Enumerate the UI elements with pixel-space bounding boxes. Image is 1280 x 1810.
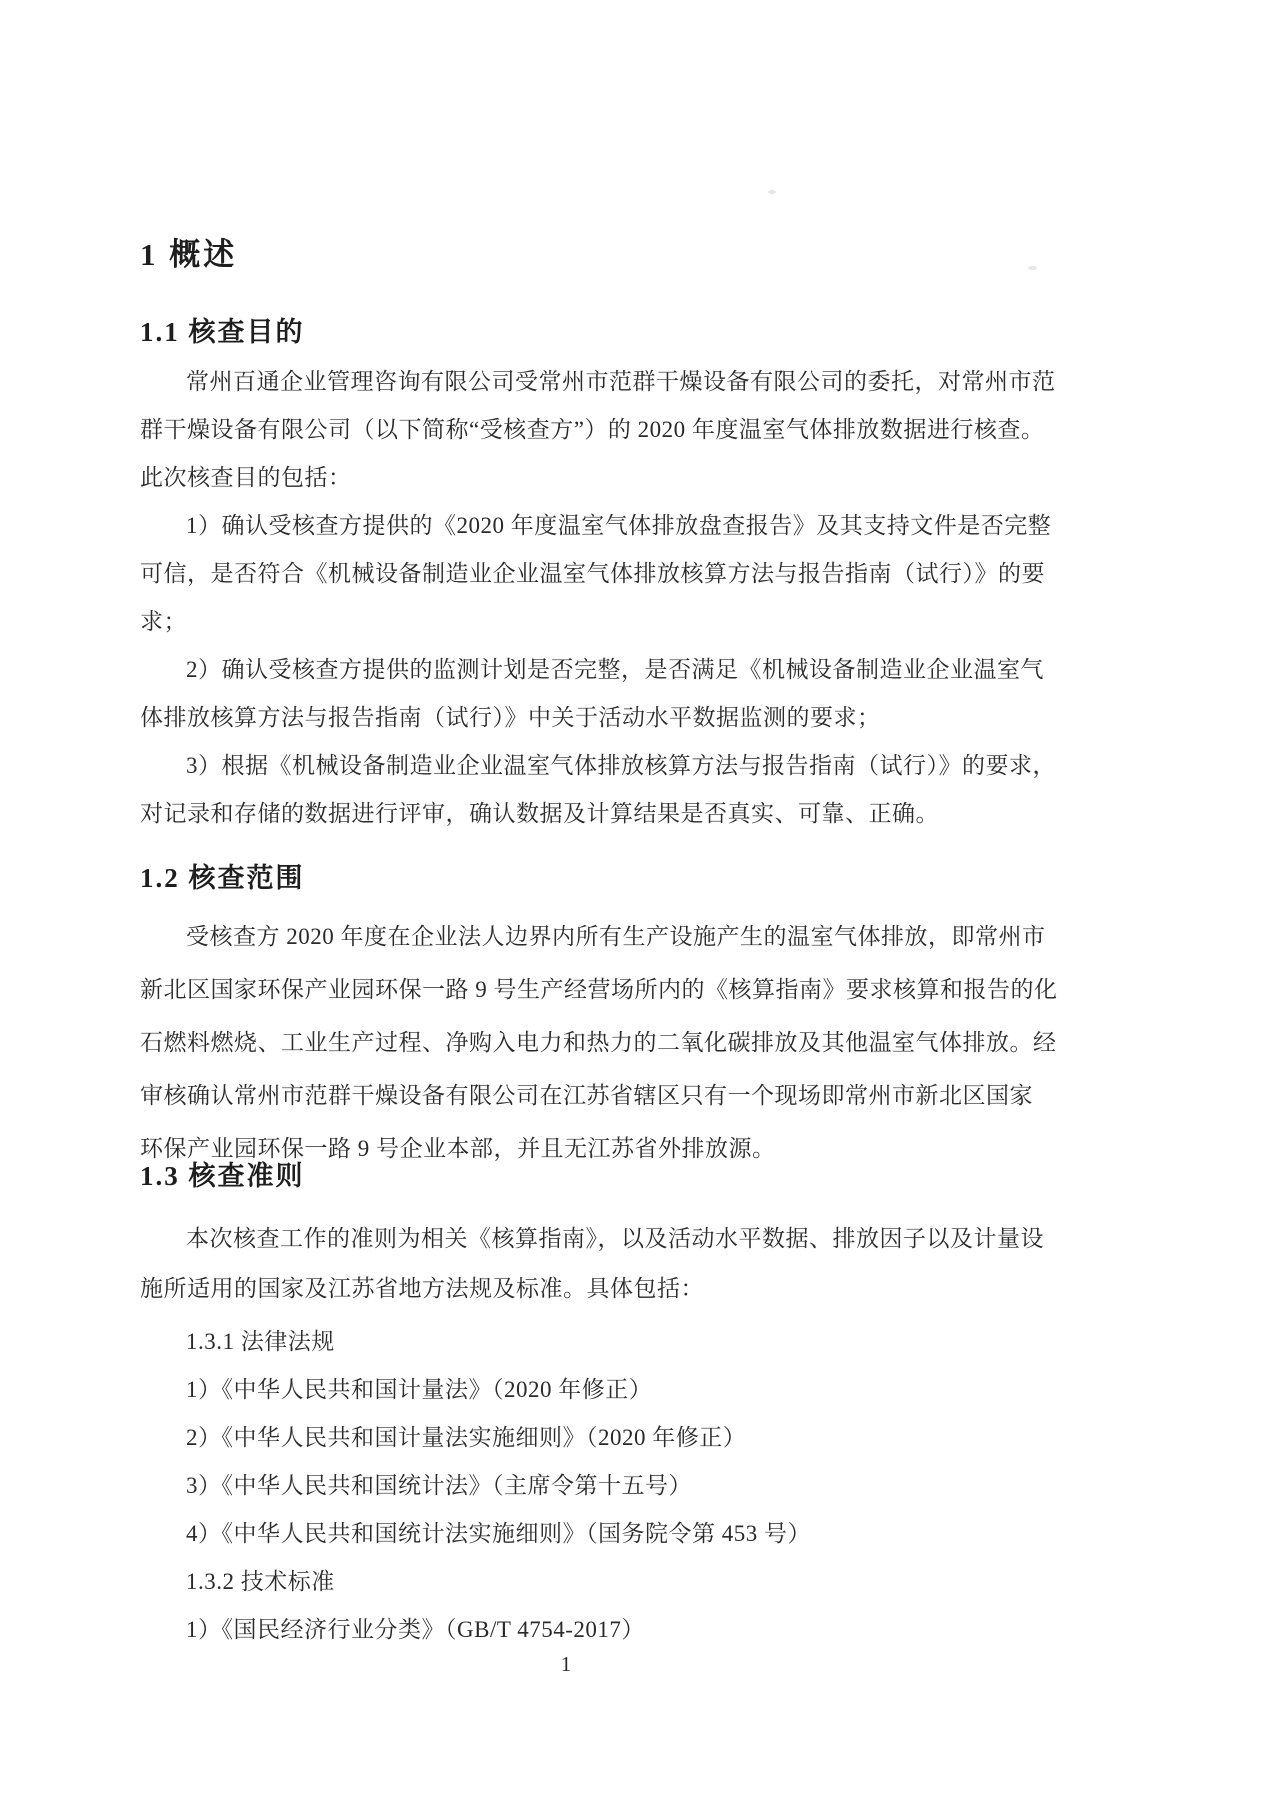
section-1-3-heading: 1.3 核查准则 — [140, 1161, 305, 1191]
legal-regulations-subheading: 1.3.1 法律法规 — [186, 1329, 335, 1354]
technical-standards-subheading: 1.3.2 技术标准 — [186, 1569, 335, 1594]
list-item: 1）《中华人民共和国计量法》（2020 年修正） — [186, 1377, 653, 1402]
verification-purpose-item-2 — [140, 646, 1044, 742]
paragraph-line: 环保产业园环保一路 9 号企业本部，并且无江苏省外排放源。 — [140, 1136, 776, 1161]
scan-artifact — [768, 190, 776, 194]
paragraph-line: 常州百通企业管理咨询有限公司受常州市范群干燥设备有限公司的委托，对常州市范 — [186, 369, 1056, 394]
section-1-2-paragraph — [140, 910, 1058, 1175]
section-1-1-heading-block — [140, 314, 992, 350]
paragraph-line: 2）确认受核查方提供的监测计划是否完整，是否满足《机械设备制造业企业温室气 — [186, 657, 1044, 682]
section-1-2-heading: 1.2 核查范围 — [140, 863, 305, 893]
paragraph-line: 此次核查目的包括： — [140, 465, 352, 490]
paragraph-line: 对记录和存储的数据进行评审，确认数据及计算结果是否真实、可靠、正确。 — [140, 801, 939, 826]
list-item: 3）《中华人民共和国统计法》（主席令第十五号） — [186, 1473, 692, 1498]
list-item: 2）《中华人民共和国计量法实施细则》（2020 年修正） — [186, 1425, 747, 1450]
chapter-heading-block — [140, 236, 992, 274]
chapter-title: 1 概述 — [140, 237, 238, 272]
paragraph-line: 石燃料燃烧、工业生产过程、净购入电力和热力的二氧化碳排放及其他温室气体排放。经 — [140, 1030, 1057, 1055]
section-1-3-heading-block — [140, 1158, 992, 1194]
section-1-1-heading: 1.1 核查目的 — [140, 317, 305, 347]
paragraph-line: 3）根据《机械设备制造业企业温室气体排放核算方法与报告指南（试行）》的要求， — [186, 753, 1056, 778]
paragraph-line: 本次核查工作的准则为相关《核算指南》，以及活动水平数据、排放因子以及计量设 — [186, 1226, 1044, 1251]
criteria-list — [140, 1318, 992, 1654]
paragraph-line: 群干燥设备有限公司（以下简称“受核查方”）的 2020 年度温室气体排放数据进行核查。 — [140, 417, 1045, 442]
verification-purpose-item-3 — [140, 742, 1056, 838]
verification-purpose-item-1 — [140, 502, 1052, 646]
section-1-2-heading-block — [140, 860, 992, 896]
paragraph-line: 新北区国家环保产业园环保一路 9 号生产经营场所内的《核算指南》要求核算和报告的化 — [140, 977, 1058, 1002]
paragraph-line: 施所适用的国家及江苏省地方法规及标准。具体包括： — [140, 1276, 704, 1301]
list-item: 4）《中华人民共和国统计法实施细则》（国务院令第 453 号） — [186, 1521, 811, 1546]
section-1-1-intro-paragraph — [140, 358, 1056, 502]
paragraph-line: 1）确认受核查方提供的《2020 年度温室气体排放盘查报告》及其支持文件是否完整 — [186, 513, 1052, 538]
list-item: 1）《国民经济行业分类》（GB/T 4754-2017） — [186, 1617, 645, 1642]
paragraph-line: 求； — [140, 609, 187, 634]
scan-artifact — [1028, 266, 1037, 270]
page-number: 1 — [560, 1652, 572, 1676]
paragraph-line: 可信，是否符合《机械设备制造业企业温室气体排放核算方法与报告指南（试行）》的要 — [140, 561, 1045, 586]
paragraph-line: 体排放核算方法与报告指南（试行）》中关于活动水平数据监测的要求； — [140, 705, 881, 730]
paragraph-line: 受核查方 2020 年度在企业法人边界内所有生产设施产生的温室气体排放，即常州市 — [186, 924, 1046, 949]
paragraph-line: 审核确认常州市范群干燥设备有限公司在江苏省辖区只有一个现场即常州市新北区国家 — [140, 1083, 1033, 1108]
section-1-3-paragraph — [140, 1214, 1044, 1314]
